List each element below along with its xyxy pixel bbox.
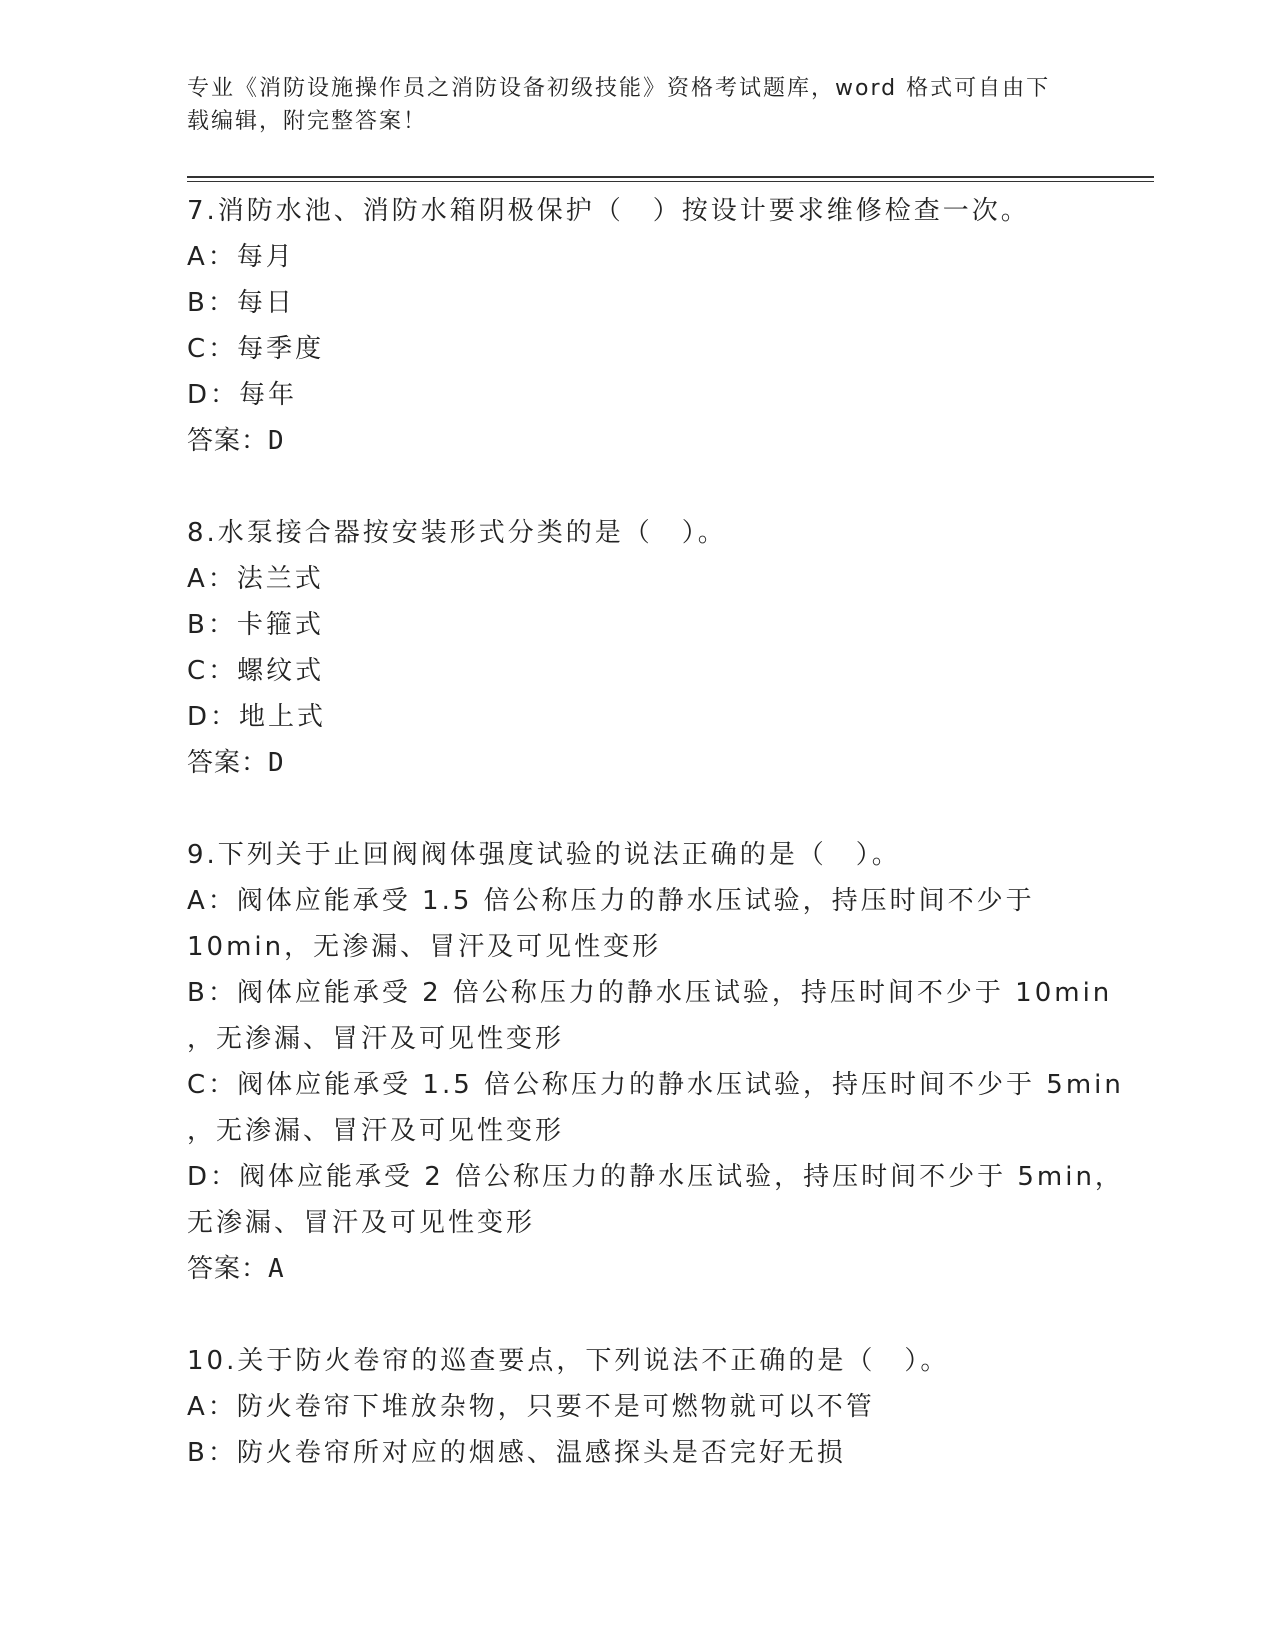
question-list	[187, 188, 1124, 1476]
option-d: D：每年	[187, 380, 298, 410]
answer-label: 答案：	[187, 426, 269, 456]
option-c: C：每季度	[187, 334, 325, 364]
question-stem: 10.关于防火卷帘的巡查要点，下列说法不正确的是（ ）。	[187, 1346, 950, 1376]
question-8	[187, 510, 1107, 786]
answer-value: A	[268, 1254, 285, 1284]
option-b: B：防火卷帘所对应的烟感、温感探头是否完好无损	[187, 1438, 846, 1468]
question-gap	[187, 464, 1107, 510]
question-gap	[187, 1292, 1107, 1338]
option-b: B：每日	[187, 288, 295, 318]
option-a-line-1: A：阀体应能承受 1.5 倍公称压力的静水压试验，持压时间不少于	[187, 886, 1035, 916]
question-7	[187, 188, 1107, 464]
answer-line	[187, 1246, 1107, 1292]
question-stem: 9.下列关于止回阀阀体强度试验的说法正确的是（ ）。	[187, 840, 901, 870]
option-d: D：地上式	[187, 702, 327, 732]
question-10	[187, 1338, 1107, 1476]
option-a: A：法兰式	[187, 564, 324, 594]
option-c: C：螺纹式	[187, 656, 325, 686]
option-a: A：每月	[187, 242, 295, 272]
option-b-line-2: ，无渗漏、冒汗及可见性变形	[187, 1024, 565, 1054]
header-divider-thin	[187, 181, 1154, 182]
question-9	[187, 832, 1124, 1292]
option-a: A：防火卷帘下堆放杂物，只要不是可燃物就可以不管	[187, 1392, 875, 1422]
option-c-line-1: C：阀体应能承受 1.5 倍公称压力的静水压试验，持压时间不少于 5min	[187, 1070, 1124, 1100]
answer-line	[187, 418, 1107, 464]
header-line-2: 载编辑，附完整答案！	[187, 109, 428, 134]
question-stem: 7.消防水池、消防水箱阴极保护（ ）按设计要求维修检查一次。	[187, 196, 1030, 226]
answer-value: D	[268, 748, 285, 778]
header-divider-thick	[187, 176, 1154, 178]
answer-label: 答案：	[187, 748, 269, 778]
answer-label: 答案：	[187, 1254, 269, 1284]
question-stem: 8.水泵接合器按安装形式分类的是（ ）。	[187, 518, 727, 548]
question-gap	[187, 786, 1107, 832]
option-b-line-1: B：阀体应能承受 2 倍公称压力的静水压试验，持压时间不少于 10min	[187, 978, 1113, 1008]
option-d-line-2: 无渗漏、冒汗及可见性变形	[187, 1208, 536, 1238]
option-a-line-2: 10min，无渗漏、冒汗及可见性变形	[187, 932, 662, 962]
header-line-1: 专业《消防设施操作员之消防设备初级技能》资格考试题库，word 格式可自由下	[187, 76, 1051, 101]
answer-line	[187, 740, 1107, 786]
option-d-line-1: D：阀体应能承受 2 倍公称压力的静水压试验，持压时间不少于 5min，	[187, 1162, 1124, 1192]
answer-value: D	[268, 426, 285, 456]
option-c-line-2: ，无渗漏、冒汗及可见性变形	[187, 1116, 565, 1146]
document-header	[187, 72, 1067, 138]
option-b: B：卡箍式	[187, 610, 324, 640]
